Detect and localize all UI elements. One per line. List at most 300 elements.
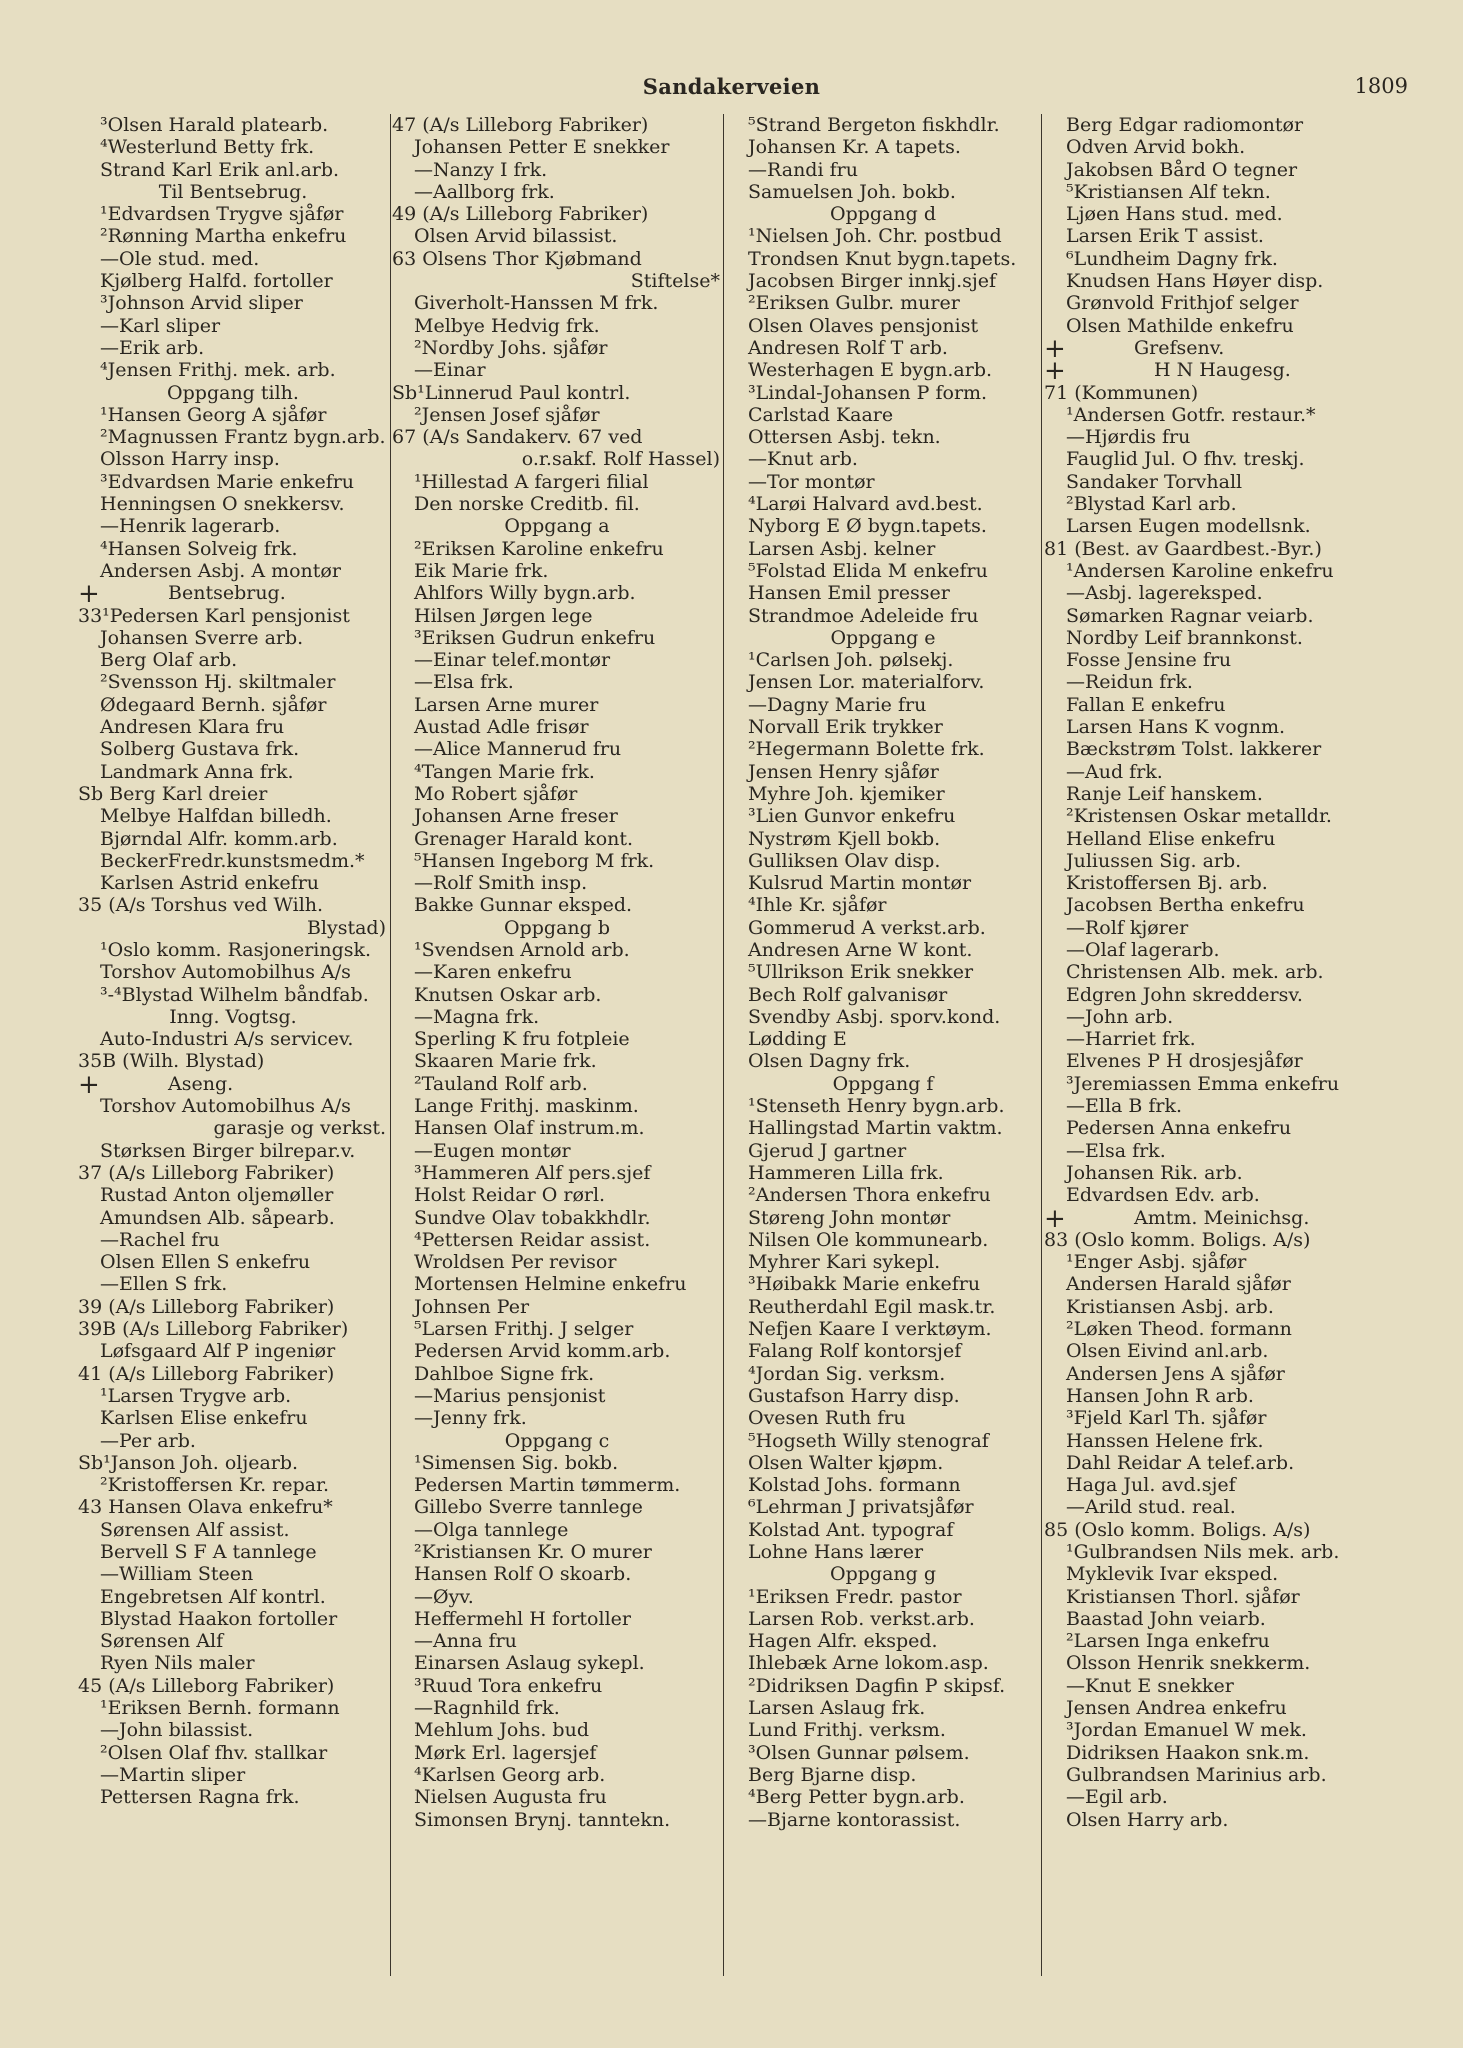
house-number-entry: 35 (A/s Torshus ved Wilh. [78,894,324,917]
directory-entry: Grenager Harald kont. [414,827,634,850]
directory-entry: Sundve Olav tobakkhdlr. [414,1206,651,1229]
section-heading: Oppgang a [504,515,610,538]
directory-entry: Engebretsen Alf kontrl. [100,1585,326,1608]
directory-entry: Larsen Eugen modellsnk. [1066,515,1311,538]
section-heading: Oppgang f [832,1072,934,1095]
directory-entry: Svendby Asbj. sporv.kond. [748,1005,1001,1028]
directory-entry: —Marius pensjonist [414,1384,606,1407]
directory-entry: —Per arb. [100,1429,196,1452]
section-heading: Oppgang e [830,626,936,649]
directory-entry: —Randi fru [748,158,858,181]
directory-entry: —Øyv. [414,1585,474,1608]
directory-entry: Torshov Automobilhus A/s [100,1095,351,1118]
house-number-entry: Sb Berg Karl dreier [78,782,268,805]
directory-entry: Gillebo Sverre tannlege [414,1496,643,1519]
directory-entry: Hansen Emil presser [748,582,950,605]
directory-entry: Ovesen Ruth fru [748,1407,906,1430]
directory-entry: —Nanzy I frk. [414,158,548,181]
cross-street-label: Aseng. [168,1072,234,1095]
cross-street-icon: + [1044,1203,1066,1234]
directory-entry: Jensen Andrea enkefru [1066,1697,1287,1720]
directory-entry: Samuelsen Joh. bokb. [748,180,956,203]
directory-entry: ⁵Hogseth Willy stenograf [748,1429,989,1452]
directory-entry: Gommerud A verkst.arb. [748,916,986,939]
directory-entry: Jensen Lor. materialforv. [748,671,985,694]
directory-entry: Baastad John veiarb. [1066,1607,1266,1630]
directory-entry: Sømarken Ragnar veiarb. [1066,604,1314,627]
house-number-entry: 41 (A/s Lilleborg Fabriker) [78,1362,335,1385]
directory-entry: Simonsen Brynj. tanntekn. [414,1808,671,1831]
directory-entry: Olsson Henrik snekkerm. [1066,1652,1311,1675]
directory-entry: Torshov Automobilhus A/s [100,961,351,984]
directory-entry: Olsen Arvid bilassist. [414,225,618,248]
directory-entry: ¹Simensen Sig. bokb. [414,1451,619,1474]
house-number-entry: 71 (Kommunen) [1044,381,1199,404]
directory-entry: Johansen Arne freser [414,805,618,828]
directory-entry: Lund Frithj. verksm. [748,1719,946,1742]
directory-entry: —Karl sliper [100,314,221,337]
directory-entry: Johansen Rik. arb. [1066,1161,1243,1184]
directory-entry: Larsen Asbj. kelner [748,537,936,560]
directory-entry: ¹Eriksen Bernh. formann [100,1697,340,1720]
house-number-entry: 63 Olsens Thor Kjøbmand [392,247,642,270]
directory-entry: —Ragnhild frk. [414,1697,560,1720]
directory-entry: Bech Rolf galvanisør [748,983,948,1006]
cross-street-icon: + [1044,333,1066,364]
directory-entry: Nilsen Ole kommunearb. [748,1228,989,1251]
directory-entry: —Knut E snekker [1066,1674,1234,1697]
directory-entry: Bjørndal Alfr. komm.arb. [100,827,338,850]
directory-entry: ³Edvardsen Marie enkefru [100,470,355,493]
directory-entry: ²Eriksen Gulbr. murer [748,292,960,315]
house-number-entry: 47 (A/s Lilleborg Fabriker) [392,114,649,136]
directory-entry: Andresen Klara fru [100,716,285,739]
directory-entry: Christensen Alb. mek. arb. [1066,961,1324,984]
directory-entry: Fosse Jensine fru [1066,649,1232,672]
directory-entry: Myhrer Kari sykepl. [748,1251,941,1274]
cross-street-heading [1044,1203,1394,1234]
section-heading: Oppgang b [504,916,610,939]
directory-entry: —Erik arb. [100,336,205,359]
house-number-entry: 45 (A/s Lilleborg Fabriker) [78,1674,335,1697]
directory-entry: Didriksen Haakon snk.m. [1066,1741,1310,1764]
directory-entry: —Martin sliper [100,1763,246,1786]
directory-entry: Mørk Erl. lagersjef [414,1741,597,1764]
directory-entry: Odven Arvid bokh. [1066,136,1246,159]
directory-entry: Andresen Arne W kont. [748,938,973,961]
directory-entry: ¹Svendsen Arnold arb. [414,938,630,961]
directory-entry: —Henrik lagerarb. [100,515,281,538]
directory-entry: ²Olsen Olaf fhv. stallkar [100,1741,328,1764]
directory-entry: Norvall Erik trykker [748,716,943,739]
directory-entry: ¹Eriksen Fredr. pastor [748,1585,962,1608]
directory-entry: —John bilassist. [100,1719,254,1742]
directory-entry: Amundsen Alb. såpearb. [100,1206,335,1229]
directory-entry: —Jenny frk. [414,1407,527,1430]
directory-entry: Lange Frithj. maskinm. [414,1095,639,1118]
directory-entry: Bervell S F A tannlege [100,1541,317,1563]
directory-entry: Jensen Henry sjåfør [748,760,939,783]
house-number-entry: 67 (A/s Sandakerv. 67 ved [392,426,643,449]
cross-street-icon: + [1044,356,1066,387]
directory-entry: ⁴Jordan Sig. verksm. [748,1362,946,1385]
directory-entry: —Ole stud. med. [100,247,260,270]
directory-entry: —Arild stud. real. [1066,1496,1236,1519]
directory-entry: ⁶Lundheim Dagny frk. [1066,247,1278,270]
directory-entry: —Magna frk. [414,1005,540,1028]
directory-entry: Støreng John montør [748,1206,951,1229]
house-number-entry: Sb¹Linnerud Paul kontrl. [392,381,631,404]
house-number-entry: 83 (Oslo komm. Boligs. A/s) [1044,1228,1311,1251]
directory-entry: ¹Edvardsen Trygve sjåfør [100,203,344,226]
directory-entry: Melbye Halfdan billedh. [100,805,332,828]
directory-entry: Kristiansen Thorl. sjåfør [1066,1585,1300,1608]
directory-entry: ²Andersen Thora enkefru [748,1184,991,1207]
directory-entry: Bakke Gunnar eksped. [414,894,633,917]
directory-entry: Jacobsen Birger innkj.sjef [748,270,997,293]
directory-entry: Andersen Harald sjåfør [1066,1273,1291,1296]
directory-entry: ³Lien Gunvor enkefru [748,805,956,828]
directory-entry: Ihlebæk Arne lokom.asp. [748,1652,989,1675]
directory-entry: ³Jordan Emanuel W mek. [1066,1719,1307,1742]
directory-entry: ¹Andersen Gotfr. restaur.* [1066,403,1316,426]
directory-entry: Hanssen Helene frk. [1066,1429,1264,1452]
directory-entry: Knudsen Hans Høyer disp. [1066,270,1324,293]
directory-entry: ⁴Karlsen Georg arb. [414,1763,606,1786]
directory-entry: Lohne Hans lærer [748,1541,924,1563]
house-number-entry: 39 (A/s Lilleborg Fabriker) [78,1295,335,1318]
directory-entry: ²Magnussen Frantz bygn.arb. [100,426,386,449]
directory-entry: Larsen Rob. verkst.arb. [748,1607,975,1630]
directory-entry: Dahlboe Signe frk. [414,1362,595,1385]
directory-entry: Ødegaard Bernh. sjåfør [100,693,327,716]
cross-street-label: Amtm. Meinichsg. [1134,1206,1310,1229]
directory-entry: Mo Robert sjåfør [414,782,578,805]
house-number-entry: 33¹Pedersen Karl pensjonist [78,604,350,627]
directory-entry: Olsen Walter kjøpm. [748,1451,944,1474]
directory-entry: Falang Rolf kontorsjef [748,1340,962,1363]
directory-entry: ¹Carlsen Joh. pølsekj. [748,649,954,672]
directory-entry: Sørensen Alf assist. [100,1518,290,1541]
directory-entry: Berg Edgar radiomontør [1066,114,1304,136]
directory-entry: Nordby Leif brannkonst. [1066,626,1303,649]
directory-entry: Henningsen O snekkersv. [100,493,345,516]
directory-entry: Hansen John R arb. [1066,1384,1254,1407]
directory-entry: Westerhagen E bygn.arb. [748,359,993,382]
directory-column-3 [726,114,1040,1984]
directory-entry: —Elsa frk. [414,671,514,694]
directory-entry: —Elsa frk. [1066,1139,1166,1162]
directory-entry: Rustad Anton oljemøller [100,1184,334,1207]
directory-entry: Eik Marie frk. [414,559,549,582]
directory-entry: ³Hammeren Alf pers.sjef [414,1161,651,1184]
directory-entry: ⁵Larsen Frithj. J selger [414,1318,634,1341]
directory-entry: Kristoffersen Bj. arb. [1066,872,1268,895]
directory-entry: Pedersen Anna enkefru [1066,1117,1292,1140]
directory-entry: Hansen Olaf instrum.m. [414,1117,645,1140]
page-number: 1809 [1354,74,1408,98]
cross-street-label: Bentsebrug. [168,582,286,605]
directory-entry: Gustafson Harry disp. [748,1384,960,1407]
directory-entry: ²Jensen Josef sjåfør [414,403,600,426]
directory-entry: Berg Olaf arb. [100,649,238,672]
directory-entry: —Eugen montør [414,1139,571,1162]
directory-entry: Olsen Ellen S enkefru [100,1251,311,1274]
directory-entry: Grønvold Frithjof selger [1066,292,1299,315]
directory-entry: Heffermehl H fortoller [414,1607,631,1630]
directory-entry: ³Olsen Harald platearb. [100,114,329,136]
section-heading: Oppgang d [830,203,936,226]
directory-entry: Myklevik Ivar eksped. [1066,1563,1279,1586]
directory-entry: Sperling K fru fotpleie [414,1028,630,1051]
directory-entry: Hagen Alfr. eksped. [748,1630,938,1653]
section-heading: Inng. Vogtsg. [169,1005,297,1028]
directory-entry: —Reidun frk. [1066,671,1193,694]
directory-entry: ⁵Ullrikson Erik snekker [748,961,974,984]
directory-entry: Einarsen Aslaug sykepl. [414,1652,645,1675]
entry-continuation: garasje og verkst. [213,1117,386,1140]
directory-entry: Holst Reidar O rørl. [414,1184,606,1207]
directory-entry: Sørensen Alf [100,1630,224,1653]
directory-entry: Løfsgaard Alf P ingeniør [100,1340,336,1363]
directory-entry: —Asbj. lagereksped. [1066,582,1263,605]
directory-entry: Den norske Creditb. fil. [414,493,640,516]
directory-entry: Kulsrud Martin montør [748,872,972,895]
directory-entry: Kjølberg Halfd. fortoller [100,270,333,293]
directory-entry: —William Steen [100,1563,254,1586]
directory-entry: —Egil arb. [1066,1786,1168,1809]
directory-entry: ¹Hansen Georg A sjåfør [100,403,327,426]
directory-entry: Hallingstad Martin vaktm. [748,1117,1003,1140]
page-title: Sandakerveien [642,74,821,99]
cross-street-label: Grefsenv. [1134,336,1225,359]
directory-entry: Ahlfors Willy bygn.arb. [414,582,636,605]
directory-entry: —Rachel fru [100,1228,220,1251]
directory-entry: Gjerud J gartner [748,1139,907,1162]
directory-entry: Skaaren Marie frk. [414,1050,597,1073]
house-number-entry: 37 (A/s Lilleborg Fabriker) [78,1161,335,1184]
directory-entry: ⁴Jensen Frithj. mek. arb. [100,359,336,382]
directory-entry: ⁴Westerlund Betty frk. [100,136,315,159]
directory-entry: ²Kristoffersen Kr. repar. [100,1474,330,1497]
cross-street-heading [78,579,388,610]
directory-entry: ⁵Folstad Elida M enkefru [748,559,988,582]
directory-entry: Larsen Aslaug frk. [748,1697,926,1720]
directory-entry: Kolstad Johs. formann [748,1474,961,1497]
directory-entry: ³Eriksen Gudrun enkefru [414,626,656,649]
directory-entry: Berg Bjarne disp. [748,1763,917,1786]
directory-entry: Lødding E [748,1028,847,1051]
directory-entry: Karlsen Astrid enkefru [100,872,320,895]
directory-entry: Andersen Asbj. A montør [100,559,341,582]
directory-entry: ⁵Hansen Ingeborg M frk. [414,849,655,872]
directory-entry: Pedersen Martin tømmerm. [414,1474,681,1497]
directory-entry: Elvenes P H drosjesjåfør [1066,1050,1303,1073]
directory-entry: Blystad Haakon fortoller [100,1607,338,1630]
section-heading: Oppgang tilh. [167,381,299,404]
directory-entry: —Einar [414,359,486,382]
directory-entry: Helland Elise enkefru [1066,827,1276,850]
directory-entry: —Harriet frk. [1066,1028,1196,1051]
directory-entry: —Bjarne kontorassist. [748,1808,961,1831]
cross-street-heading [1044,356,1394,387]
directory-entry: Johansen Kr. A tapets. [748,136,961,159]
cross-street-icon: + [78,579,100,610]
cross-street-heading [1044,333,1394,364]
directory-entry: Hilsen Jørgen lege [414,604,593,627]
directory-entry: ³Ruud Tora enkefru [414,1674,603,1697]
directory-entry: —Einar telef.montør [414,649,611,672]
directory-entry: Andresen Rolf T arb. [748,336,948,359]
directory-entry: Fauglid Jul. O fhv. treskj. [1066,448,1305,471]
directory-entry: Carlstad Kaare [748,403,894,426]
column-divider [1041,114,1042,1976]
directory-entry: Haga Jul. avd.sjef [1066,1474,1236,1497]
section-heading: Til Bentsebrug. [158,180,308,203]
section-heading: Oppgang g [830,1563,936,1586]
directory-entry: Pedersen Arvid komm.arb. [414,1340,671,1363]
directory-entry: Kolstad Ant. typograf [748,1518,954,1541]
cross-street-heading [78,1069,388,1100]
directory-entry: Reutherdahl Egil mask.tr. [748,1295,996,1318]
directory-entry: —Ella B frk. [1066,1095,1183,1118]
directory-entry: Olsen Harry arb. [1066,1808,1229,1831]
directory-entry: ¹Larsen Trygve arb. [100,1384,292,1407]
directory-entry: —Aud frk. [1066,760,1163,783]
directory-entry: ¹Nielsen Joh. Chr. postbud [748,225,1002,248]
directory-entry: Trondsen Knut bygn.tapets. [748,247,1017,270]
directory-entry: Andersen Jens A sjåfør [1066,1362,1285,1385]
directory-entry: Olsen Mathilde enkefru [1066,314,1294,337]
directory-column-2 [392,114,722,1984]
directory-entry: Johnsen Per [414,1295,530,1318]
directory-entry: Juliussen Sig. arb. [1066,849,1242,872]
directory-entry: —Rolf kjører [1066,916,1189,939]
directory-entry: Dahl Reidar A telef.arb. [1066,1451,1295,1474]
house-number-entry: 35B (Wilh. Blystad) [78,1050,265,1073]
directory-entry: ¹Gulbrandsen Nils mek. arb. [1066,1541,1340,1563]
directory-entry: ³Lindal-Johansen P form. [748,381,988,404]
house-number-entry: 81 (Best. av Gaardbest.-Byr.) [1044,537,1322,560]
directory-entry: ⁴Pettersen Reidar assist. [414,1228,651,1251]
column-divider [723,114,724,1976]
house-number-entry: 49 (A/s Lilleborg Fabriker) [392,203,649,226]
directory-entry: ³Olsen Gunnar pølsem. [748,1741,970,1764]
directory-entry: Knutsen Oskar arb. [414,983,602,1006]
directory-entry: ²Løken Theod. formann [1066,1318,1292,1341]
section-heading: Oppgang c [504,1429,610,1452]
directory-entry: Jacobsen Bertha enkefru [1066,894,1305,917]
directory-column-1 [78,114,388,1984]
directory-entry: Auto-Industri A/s servicev. [100,1028,354,1051]
directory-entry: Strand Karl Erik anl.arb. [100,158,340,181]
directory-entry: Olsen Eivind anl.arb. [1066,1340,1269,1363]
directory-entry: ³Johnson Arvid sliper [100,292,303,315]
directory-entry: ²Larsen Inga enkefru [1066,1630,1270,1653]
house-number-entry: Sb¹Janson Joh. oljearb. [78,1451,299,1474]
directory-entry: —Hjørdis fru [1066,426,1191,449]
directory-entry: Olsson Harry insp. [100,448,280,471]
directory-entry: Melbye Hedvig frk. [414,314,600,337]
directory-entry: ²Didriksen Dagfin P skipsf. [748,1674,1006,1697]
directory-entry: Larsen Erik T assist. [1066,225,1264,248]
directory-entry: ¹Enger Asbj. sjåfør [1066,1251,1247,1274]
directory-entry: ²Hegermann Bolette frk. [748,738,985,761]
entry-continuation: Stiftelse* [630,270,720,293]
directory-entry: Larsen Hans K vognm. [1066,716,1286,739]
directory-entry: ²Eriksen Karoline enkefru [414,537,664,560]
directory-entry: ²Rønning Martha enkefru [100,225,347,248]
directory-entry: —John arb. [1066,1005,1174,1028]
directory-entry: Wroldsen Per revisor [414,1251,617,1274]
directory-entry: Nyborg E Ø bygn.tapets. [748,515,987,538]
directory-entry: Hansen Rolf O skoarb. [414,1563,632,1586]
directory-entry: ¹Stenseth Henry bygn.arb. [748,1095,1005,1118]
directory-entry: Olsen Dagny frk. [748,1050,911,1073]
directory-entry: Nystrøm Kjell bokb. [748,827,941,850]
directory-entry: Giverholt-Hanssen M frk. [414,292,659,315]
directory-entry: Ljøen Hans stud. med. [1066,203,1283,226]
directory-column-4 [1044,114,1394,1984]
directory-entry: ²Blystad Karl arb. [1066,493,1237,516]
directory-entry: ²Nordby Johs. sjåfør [414,336,608,359]
directory-entry: Sandaker Torvhall [1066,470,1243,493]
directory-entry: Myhre Joh. kjemiker [748,782,945,805]
house-number-entry: 85 (Oslo komm. Boligs. A/s) [1044,1518,1311,1541]
directory-entry: —Aallborg frk. [414,180,555,203]
directory-entry: Kristiansen Asbj. arb. [1066,1295,1274,1318]
directory-entry: Larsen Arne murer [414,693,599,716]
directory-entry: Karlsen Elise enkefru [100,1407,308,1430]
directory-entry: Gulliksen Olav disp. [748,849,941,872]
directory-entry: ¹Hillestad A fargeri filial [414,470,649,493]
directory-entry: Edvardsen Edv. arb. [1066,1184,1260,1207]
entry-continuation: o.r.sakf. Rolf Hassel) [521,448,720,471]
directory-entry: Strandmoe Adeleide fru [748,604,979,627]
directory-entry: —Alice Mannerud fru [414,738,622,761]
directory-entry: ⁴Hansen Solveig frk. [100,537,298,560]
cross-street-label: H N Haugesg. [1154,359,1291,382]
directory-entry: —Knut arb. [748,448,858,471]
directory-entry: BeckerFredr.kunstsmedm.* [100,849,365,872]
directory-entry: Jakobsen Bård O tegner [1066,158,1298,181]
directory-entry: ⁶Lehrman J privatsjåfør [748,1496,974,1519]
directory-entry: ⁴Larøi Halvard avd.best. [748,493,983,516]
directory-entry: Ottersen Asbj. tekn. [748,426,941,449]
directory-entry: ²Kristensen Oskar metalldr. [1066,805,1332,828]
directory-entry: Ryen Nils maler [100,1652,255,1675]
directory-entry: —Karen enkefru [414,961,572,984]
directory-entry: —Olga tannlege [414,1518,569,1541]
directory-entry: ³-⁴Blystad Wilhelm båndfab. [100,983,369,1006]
directory-entry: ⁴Tangen Marie frk. [414,760,595,783]
directory-entry: Bæckstrøm Tolst. lakkerer [1066,738,1322,761]
directory-entry: Olsen Olaves pensjonist [748,314,979,337]
directory-entry: —Olaf lagerarb. [1066,938,1220,961]
directory-entry: ⁴Berg Petter bygn.arb. [748,1786,965,1809]
directory-entry: ⁵Strand Bergeton fiskhdlr. [748,114,1000,136]
directory-entry: ³Høibakk Marie enkefru [748,1273,981,1296]
directory-entry: Johansen Petter E snekker [414,136,670,159]
column-divider [390,114,391,1976]
directory-entry: Solberg Gustava frk. [100,738,300,761]
directory-entry: ²Svensson Hj. skiltmaler [100,671,336,694]
directory-entry: Pettersen Ragna frk. [100,1786,300,1809]
directory-entry: ¹Oslo komm. Rasjoneringsk. [100,938,372,961]
directory-entry: ²Kristiansen Kr. O murer [414,1541,652,1563]
directory-entry: Austad Adle frisør [414,716,589,739]
directory-entry: —Tor montør [748,470,875,493]
